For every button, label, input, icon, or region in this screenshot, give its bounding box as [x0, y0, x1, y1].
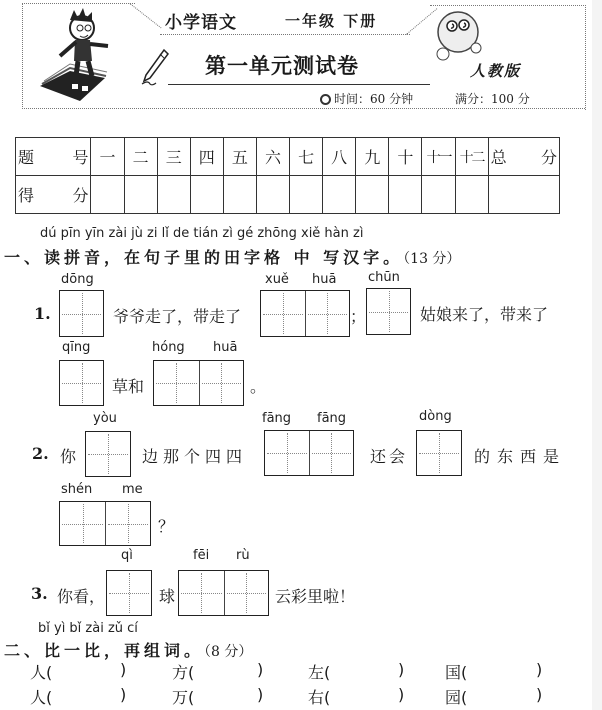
tianzige-box[interactable]	[178, 570, 269, 616]
pinyin: huā	[312, 272, 337, 287]
pinyin: hóng	[152, 340, 185, 355]
section1-pinyin: dú pīn yīn zài jù zi lǐ de tián zì gé zhōng xiě hàn zì	[40, 226, 364, 241]
column-header: 十二	[455, 138, 488, 176]
column-header: 二	[124, 138, 157, 176]
score-cell[interactable]	[290, 176, 323, 214]
pinyin: me	[122, 482, 143, 497]
score-cell[interactable]	[256, 176, 289, 214]
question-text: 还会	[370, 447, 409, 466]
section1-title-text: 一、读拼音，在句子里的田字格 中 写汉字。	[4, 248, 404, 267]
pinyin: huā	[213, 340, 238, 355]
score-cell[interactable]	[455, 176, 488, 214]
word-close-paren: )	[120, 660, 127, 679]
total-header: 总 分	[488, 138, 559, 176]
word-close-paren: )	[536, 685, 543, 704]
tianzige-box[interactable]	[416, 430, 462, 476]
question-text: 你看，	[57, 587, 106, 606]
word-prompt: 国(	[445, 663, 468, 682]
word-close-paren: )	[120, 685, 127, 704]
column-header: 十	[389, 138, 422, 176]
score-cell[interactable]	[157, 176, 190, 214]
word-close-paren: )	[536, 660, 543, 679]
pinyin: rù	[236, 548, 250, 563]
edition-label: 人教版	[470, 62, 522, 80]
header-frame-line	[160, 34, 410, 35]
section2-title-text: 二、比一比，再组词。	[4, 641, 205, 660]
column-header: 四	[190, 138, 223, 176]
word-prompt: 左(	[308, 663, 331, 682]
tianzige-box[interactable]	[59, 290, 104, 337]
column-header: 九	[356, 138, 389, 176]
question-text: 草和	[112, 377, 145, 396]
tianzige-box[interactable]	[85, 431, 131, 477]
score-cell[interactable]	[190, 176, 223, 214]
full-score: 满分：100 分	[455, 92, 530, 106]
word-close-paren: )	[398, 660, 405, 679]
score-cell[interactable]	[422, 176, 455, 214]
score-cell[interactable]	[124, 176, 157, 214]
time-limit-text: 时间：60 分钟	[334, 92, 414, 106]
pinyin: fēi	[193, 548, 210, 563]
word-close-paren: )	[257, 660, 264, 679]
question-text: 球	[159, 587, 176, 606]
tianzige-box[interactable]	[153, 360, 244, 406]
question-text: 的东西是	[474, 447, 567, 466]
column-header: 七	[290, 138, 323, 176]
page-edge	[592, 0, 602, 710]
header-frame-line	[22, 108, 585, 109]
word-prompt: 人(	[30, 663, 53, 682]
subject-label: 小学语文	[165, 13, 237, 33]
score-row	[16, 176, 560, 214]
tianzige-box[interactable]	[106, 570, 152, 616]
row-label: 题 号	[16, 138, 91, 176]
word-close-paren: )	[257, 685, 264, 704]
total-score-cell[interactable]	[488, 176, 559, 214]
tianzige-box[interactable]	[59, 360, 104, 406]
pinyin: fāng	[262, 411, 292, 426]
score-cell[interactable]	[356, 176, 389, 214]
question-text: 边那个四四	[142, 447, 248, 466]
punctuation: 。	[250, 377, 267, 396]
column-header: 三	[157, 138, 190, 176]
boy-reading-icon	[30, 6, 120, 106]
pinyin: yòu	[93, 411, 117, 426]
pinyin: qì	[121, 548, 133, 563]
word-prompt: 右(	[308, 688, 331, 707]
word-close-paren: )	[398, 685, 405, 704]
word-prompt: 园(	[445, 688, 468, 707]
punctuation: ；	[350, 307, 367, 326]
question-text: 云彩里啦！	[275, 587, 356, 606]
question-text: 姑娘来了，带来了	[420, 305, 549, 324]
score-table	[15, 137, 560, 214]
score-cell[interactable]	[223, 176, 256, 214]
score-cell[interactable]	[389, 176, 422, 214]
question-number: 1.	[34, 304, 51, 323]
question-number: 3.	[31, 584, 48, 603]
pinyin: fāng	[317, 411, 347, 426]
word-prompt: 方(	[172, 663, 195, 682]
smiley-ball-icon	[430, 8, 490, 63]
section2-title	[4, 638, 252, 661]
word-prompt: 人(	[30, 688, 53, 707]
column-header: 六	[256, 138, 289, 176]
question-number: 2.	[32, 444, 49, 463]
pinyin: dōng	[61, 272, 94, 287]
pinyin: xuě	[265, 272, 289, 287]
question-number-row	[16, 138, 560, 176]
section2-points: （8 分）	[204, 644, 253, 660]
pinyin: dòng	[419, 409, 452, 424]
section1-points: （13 分）	[403, 251, 461, 267]
tianzige-box[interactable]	[366, 288, 411, 335]
word-prompt: 万(	[172, 688, 195, 707]
pinyin: chūn	[368, 270, 400, 285]
page-title: 第一单元测试卷	[205, 53, 359, 78]
time-limit	[320, 90, 413, 107]
grade-label: 一年级 下册	[285, 12, 378, 30]
pinyin: qīng	[62, 340, 91, 355]
column-header: 八	[323, 138, 356, 176]
section2-pinyin: bǐ yì bǐ zài zǔ cí	[38, 621, 138, 636]
title-underline	[168, 84, 430, 85]
pencil-icon	[140, 48, 170, 88]
tianzige-box[interactable]	[264, 430, 354, 476]
pinyin: shén	[61, 482, 93, 497]
question-text: 爷爷走了，带走了	[113, 307, 242, 326]
score-cell[interactable]	[91, 176, 124, 214]
question-text: 你	[60, 447, 77, 466]
tianzige-box[interactable]	[260, 290, 350, 337]
column-header: 五	[223, 138, 256, 176]
column-header: 十一	[422, 138, 455, 176]
punctuation: ？	[158, 517, 175, 536]
section1-title	[4, 245, 460, 268]
tianzige-box[interactable]	[59, 501, 151, 546]
score-cell[interactable]	[323, 176, 356, 214]
row-label: 得 分	[16, 176, 91, 214]
clock-icon	[320, 94, 331, 105]
column-header: 一	[91, 138, 124, 176]
